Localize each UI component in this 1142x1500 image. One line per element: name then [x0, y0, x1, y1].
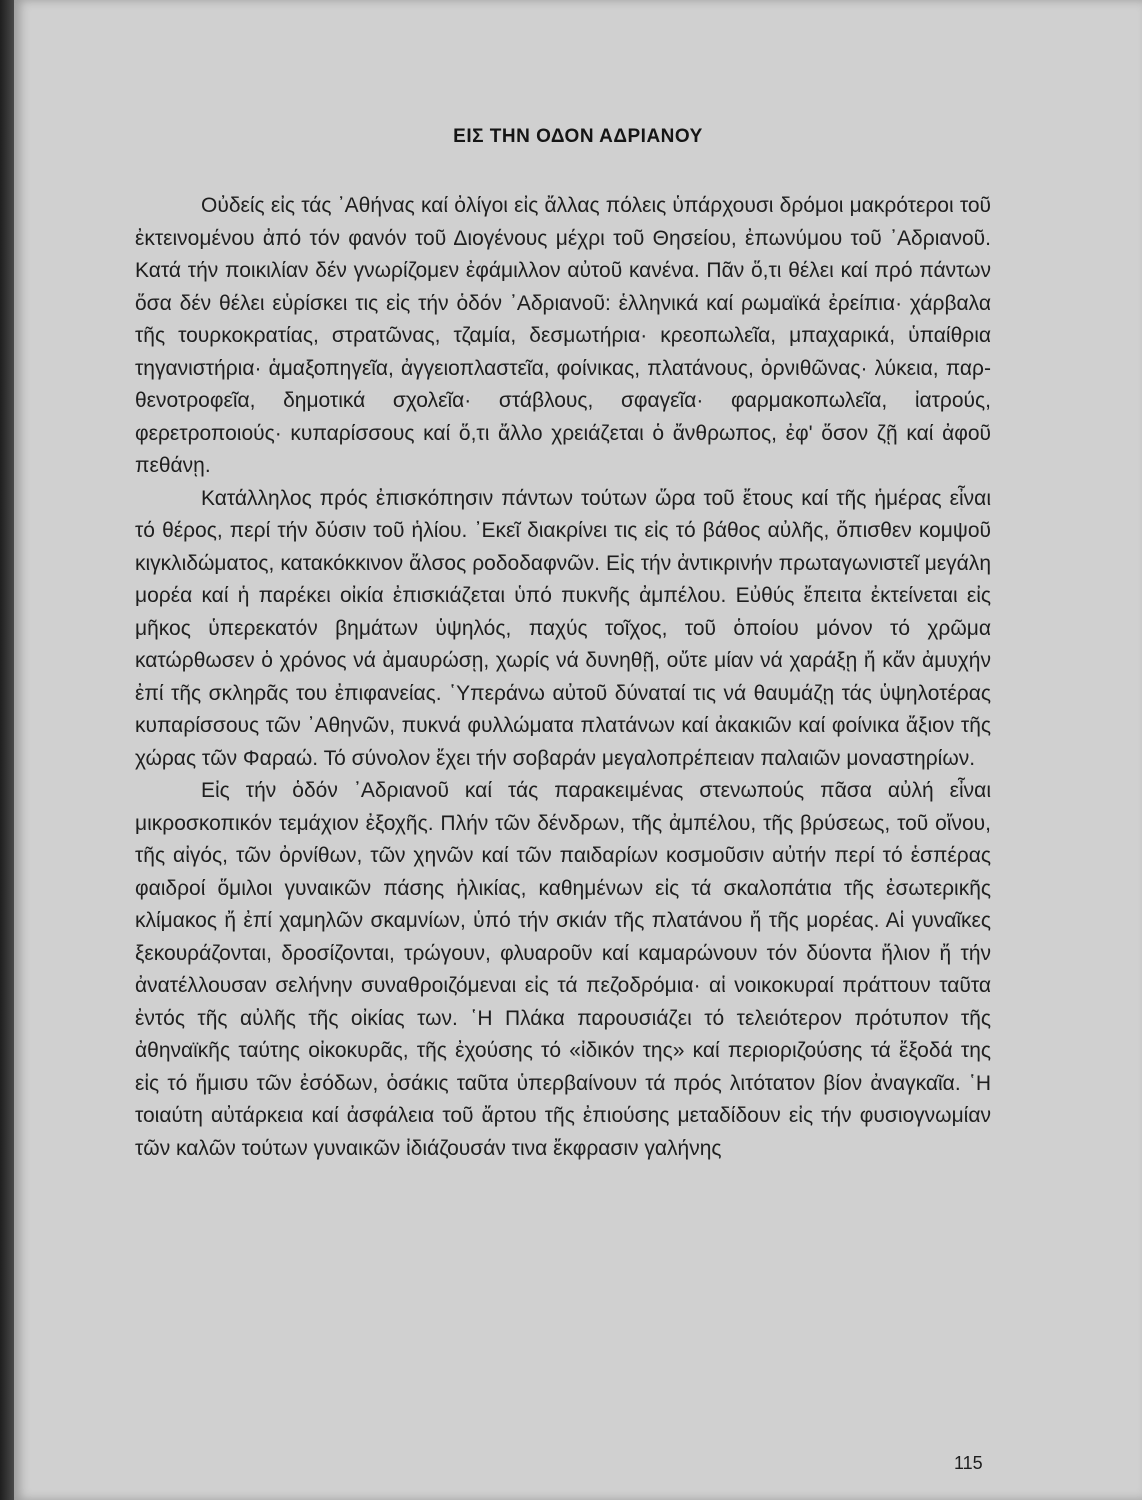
binding-edge: [0, 0, 14, 1500]
chapter-title: ΕΙΣ ΤΗΝ ΟΔΟΝ ΑΔΡΙΑΝΟΥ: [453, 126, 703, 147]
body-text: [135, 190, 991, 1165]
paragraph-2: Κατάλληλος πρός ἐπισκόπησιν πάντων τούτων ὥρα τοῦ ἔτους καί τῆς ἡμέρας εἶναι τό θέρος, περί τήν δύσιν τοῦ ἡλίου. ᾿Εκεῖ διακρίνει τις εἰς τό βάθος αὐλῆς, ὄπισθεν κομψοῦ κιγκλιδώματος, κατακόκκινον ἄλσος ροδοδαφνῶν. Εἰς τήν ἀντικρινήν πρωταγωνιστεῖ μεγάλη μορέα καί ἡ παρέκει οἰκία ἐπισκιάζεται ὑπό πυκνῆς ἀμπέλου. Εὐθύς ἔπειτα ἐκτείνεται εἰς μῆκος ὑπερεκατόν βημάτων ὑψηλός, παχύς τοῖχος, τοῦ ὁποίου μόνον τό χρῶμα κατώρθωσεν ὁ χρόνος νά ἀμαυρώσῃ, χωρίς νά δυνηθῇ, οὔτε μίαν νά χαράξῃ ἤ κἄν ἀμυχήν ἐπί τῆς σκληρᾶς του ἐπιφανείας. ῾Υπεράνω αὐτοῦ δύναταί τις νά θαυμάζῃ τάς ὑψηλοτέρας κυπαρίσσους τῶν ᾿Αθηνῶν, πυκνά φυλλώματα πλατάνων καί ἀκακιῶν καί φοίνικα ἄξιον τῆς χώρας τῶν Φαραώ. Τό σύνολον ἔχει τήν σοβαράν μεγαλοπρέπειαν παλαιῶν μοναστηρίων.: [135, 486, 991, 770]
paragraph-1: Οὐδείς εἰς τάς ᾿Αθήνας καί ὀλίγοι εἰς ἄλλας πόλεις ὑπάρχουσι δρόμοι μακρότεροι τοῦ ἐκτεινομένου ἀπό τόν φανόν τοῦ Διογένους μέχρι τοῦ Θησείου, ἐπωνύμου τοῦ ᾿Αδριανοῦ. Κατά τήν ποικιλίαν δέν γνωρίζομεν ἐφάμιλλον αὐτοῦ κανένα. Πᾶν ὅ,τι θέλει καί πρό πάντων ὅσα δέν θέλει εὑρίσκει τις εἰς τήν ὁδόν ᾿Αδριανοῦ: ἑλληνικά καί ρωμαϊκά ἐρείπια· χάρβαλα τῆς τουρκοκρατίας, στρατῶνας, τζαμία, δεσμωτήρια· κρεοπωλεῖα, μπαχαρικά, ὑπαίθρια τηγανιστήρια· ἁμαξοπηγεῖα, ἀγγειοπλαστεῖα, φοίνικας, πλατάνους, ὀρνιθῶνας· λύκεια, παρθενοτροφεῖα, δημοτικά σχολεῖα· στάβλους, σφαγεῖα· φαρμακοπωλεῖα, ἰατρούς, φερετροποιούς· κυπαρίσσους καί ὅ,τι ἄλλο χρειάζεται ὁ ἄνθρωπος, ἐφ' ὅσον ζῇ καί ἀφοῦ πεθάνῃ.: [135, 194, 991, 477]
book-page: [14, 0, 1142, 1500]
page-number: 115: [954, 1453, 983, 1473]
paragraph-3: Εἰς τήν ὁδόν ᾿Αδριανοῦ καί τάς παρακειμένας στενωπούς πᾶσα αὐλή εἶναι μικροσκοπικόν τεμάχιον ἐξοχῆς. Πλήν τῶν δένδρων, τῆς ἀμπέλου, τῆς βρύσεως, τοῦ οἴνου, τῆς αἰγός, τῶν ὀρνίθων, τῶν χηνῶν καί τῶν παιδαρίων κοσμοῦσιν αὐτήν περί τό ἑσπέρας φαιδροί ὅμιλοι γυναικῶν πάσης ἡλικίας, καθημένων εἰς τά σκαλοπάτια τῆς ἐσωτερικῆς κλίμακος ἤ ἐπί χαμηλῶν σκαμνίων, ὑπό τήν σκιάν τῆς πλατάνου ἤ τῆς μορέας. Αἱ γυναῖκες ξεκουράζονται, δροσίζονται, τρώγουν, φλυαροῦν καί καμαρώνουν τόν δύοντα ἥλιον ἤ τήν ἀνατέλλουσαν σελήνην συναθροιζόμεναι εἰς τά πεζοδρόμια· αἱ νοικοκυραί πράττουν ταῦτα ἐντός τῆς αὐλῆς τῆς οἰκίας των. ῾Η Πλάκα παρουσιάζει τό τελειότερον πρότυπον τῆς ἀθηναϊκῆς ταύτης οἰκοκυρᾶς, τῆς ἐχούσης τό «ἰδικόν της» καί περιοριζούσης τά ἔξοδά της εἰς τό ἥμισυ τῶν ἐσόδων, ὁσάκις ταῦτα ὑπερβαίνουν τά πρός λιτότατον βίον ἀναγκαῖα. ῾Η τοιαύτη αὐτάρκεια καί ἀσφάλεια τοῦ ἄρτου τῆς ἐπιούσης μεταδίδουν εἰς τήν φυσιογνωμίαν τῶν καλῶν τούτων γυναικῶν ἰδιάζουσάν τινα ἔκφρασιν γαλήνης: [135, 779, 991, 1160]
